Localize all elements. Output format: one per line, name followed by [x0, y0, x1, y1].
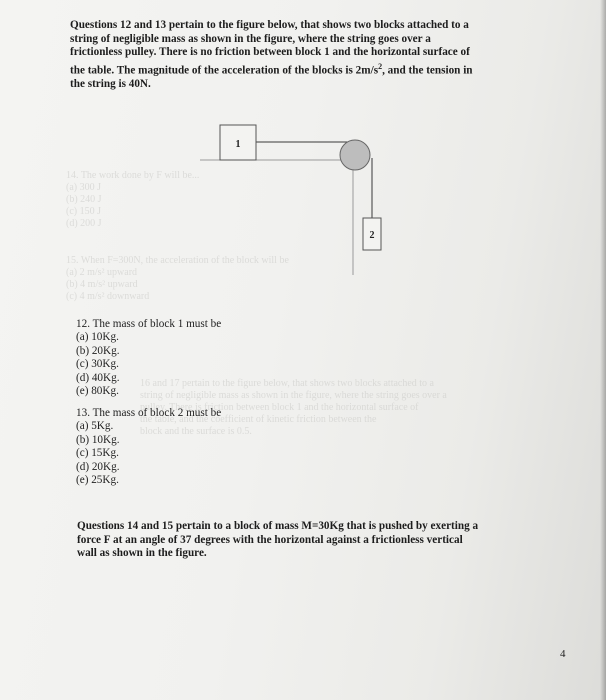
block-2-label: 2 [369, 230, 375, 241]
page-number: 4 [560, 648, 566, 660]
block-1-label: 1 [235, 139, 241, 150]
answer-option: (e) 25Kg. [76, 474, 119, 487]
answer-option: (e) 80Kg. [76, 385, 119, 398]
exponent: 2 [378, 61, 383, 71]
intro-text: the table. The magnitude of the acceleration of the blocks is 2m/s [70, 64, 379, 77]
questions-14-15-intro [77, 520, 497, 561]
intro-line: string of negligible mass as shown in the figure, where the string goes over a [70, 32, 431, 45]
intro-line [70, 60, 480, 78]
show-through-text: 15. When F=300N, the acceleration of the block will be (a) 2 m/s² upward (b) 4 m/s² upward (c) 4 m/s² downward [66, 255, 289, 302]
intro-text: , and the tension in [382, 64, 473, 77]
intro-paragraph [70, 19, 480, 91]
answer-option: (c) 15Kg. [76, 447, 119, 460]
answer-option: (a) 5Kg. [76, 420, 114, 433]
intro-line: Questions 14 and 15 pertain to a block of mass M=30Kg that is pushed by exerting a [77, 520, 479, 532]
intro-line: the string is 40N. [70, 77, 151, 90]
show-through-text: 14. The work done by F will be... (a) 300 J (b) 240 J (c) 150 J (d) 200 J [66, 170, 200, 229]
answer-option: (a) 10Kg. [76, 331, 119, 344]
pulley [340, 140, 370, 170]
answer-option: (d) 20Kg. [76, 460, 120, 473]
question-stem: 12. The mass of block 1 must be [76, 318, 222, 330]
show-through-text: 16 and 17 pertain to the figure below, that shows two blocks attached to a string of negligible mass as shown in the figure, where the string goes over a pulley. There is friction between block 1 and the horizontal surface of the table, and the coefficient of kinetic friction between the block and the surface is 0.5. [140, 378, 447, 437]
question-12 [76, 318, 221, 398]
question-stem: 13. The mass of block 2 must be [76, 407, 222, 419]
answer-option: (c) 30Kg. [76, 358, 119, 371]
answer-option: (b) 10Kg. [76, 433, 120, 446]
pulley-figure [180, 120, 410, 280]
intro-line: Questions 12 and 13 pertain to the figure below, that shows two blocks attached to a [70, 19, 469, 31]
intro-line: frictionless pulley. There is no friction between block 1 and the horizontal surface of [70, 46, 470, 58]
intro-line: wall as shown in the figure. [77, 547, 207, 559]
answer-option: (b) 20Kg. [76, 344, 120, 357]
intro-line: force F at an angle of 37 degrees with the horizontal against a frictionless vertical [77, 533, 463, 546]
answer-option: (d) 40Kg. [76, 371, 120, 384]
page-edge-shadow [600, 0, 606, 700]
question-13 [76, 407, 221, 487]
